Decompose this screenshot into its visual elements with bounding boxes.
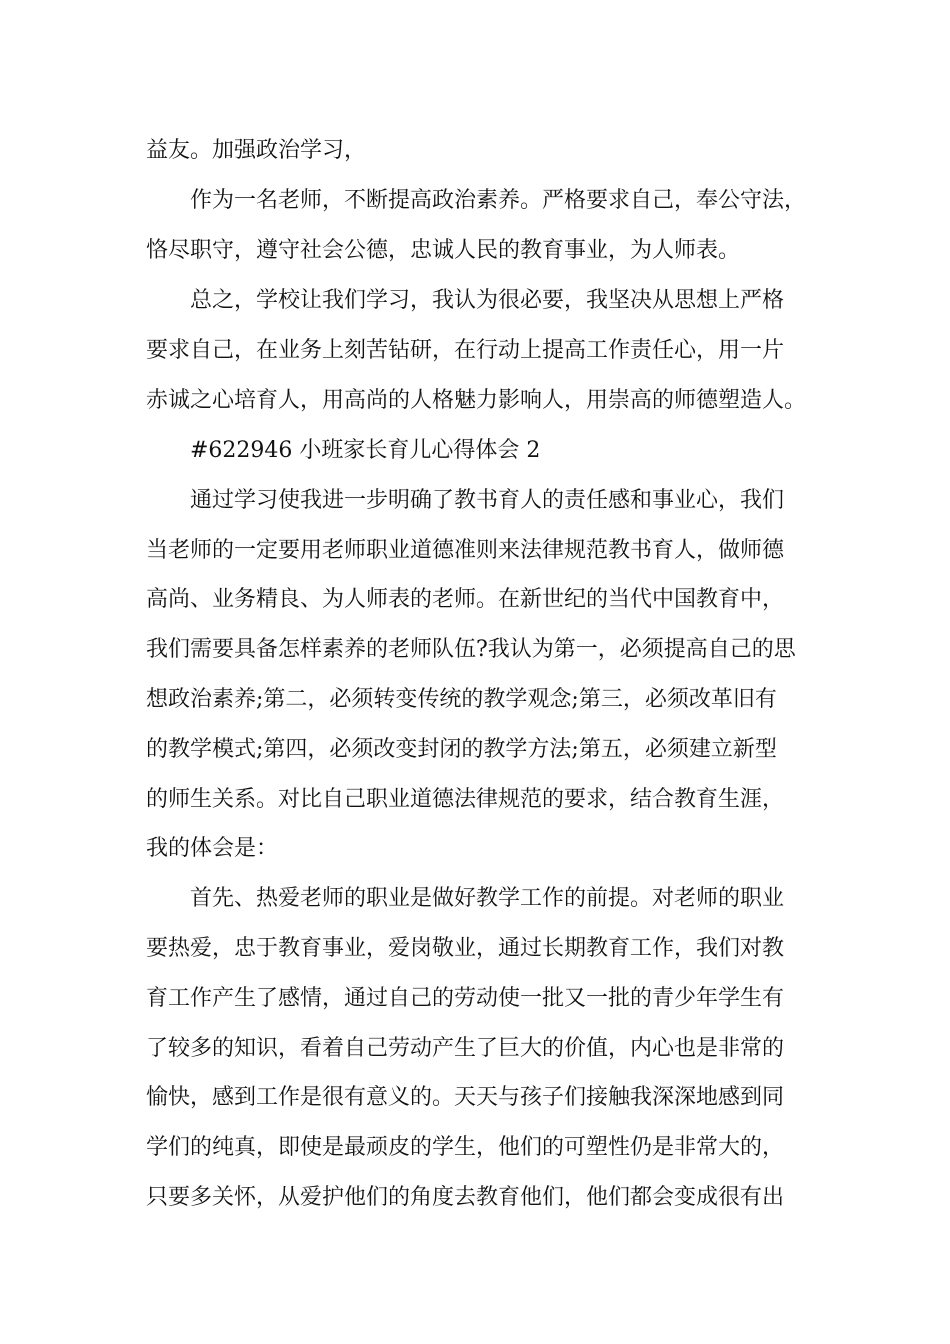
text-line: 只要多关怀，从爱护他们的角度去教育他们，他们都会变成很有出 — [146, 1185, 785, 1210]
text-line: 的教学模式;第四，必须改变封闭的教学方法;第五，必须建立新型 — [146, 737, 777, 762]
text-line: 益友。加强政治学习， — [146, 138, 367, 163]
text-line: 想政治素养;第二，必须转变传统的教学观念;第三，必须改革旧有 — [146, 687, 777, 712]
paragraph-start: 首先、热爱老师的职业是做好教学工作的前提。对老师的职业 — [190, 886, 785, 911]
paragraph-start: 通过学习使我进一步明确了教书育人的责任感和事业心，我们 — [190, 488, 785, 513]
text-line: 育工作产生了感情，通过自己的劳动使一批又一批的青少年学生有 — [146, 986, 785, 1011]
section-heading: #622946 小班家长育儿心得体会 2 — [190, 438, 541, 463]
text-line: 恪尽职守，遵守社会公德，忠诚人民的教育事业，为人师表。 — [146, 238, 741, 263]
text-line: 的师生关系。对比自己职业道德法律规范的要求，结合教育生涯， — [146, 787, 785, 812]
text-line: 我的体会是： — [146, 836, 279, 861]
text-line: 我们需要具备怎样素养的老师队伍?我认为第一，必须提高自己的思 — [146, 637, 796, 662]
text-line: 当老师的一定要用老师职业道德准则来法律规范教书育人，做师德 — [146, 538, 785, 563]
paragraph-start: 总之，学校让我们学习，我认为很必要，我坚决从思想上严格 — [190, 288, 785, 313]
text-line: 了较多的知识，看着自己劳动产生了巨大的价值，内心也是非常的 — [146, 1036, 785, 1061]
text-line: 要热爱，忠于教育事业，爱岗敬业，通过长期教育工作，我们对教 — [146, 936, 785, 961]
text-line: 愉快，感到工作是很有意义的。天天与孩子们接触我深深地感到同 — [146, 1085, 785, 1110]
text-line: 赤诚之心培育人，用高尚的人格魅力影响人，用崇高的师德塑造人。 — [146, 388, 807, 413]
paragraph-start: 作为一名老师，不断提高政治素养。严格要求自己，奉公守法， — [190, 188, 807, 213]
text-line: 学们的纯真，即使是最顽皮的学生，他们的可塑性仍是非常大的， — [146, 1135, 785, 1160]
text-line: 高尚、业务精良、为人师表的老师。在新世纪的当代中国教育中， — [146, 587, 785, 612]
text-line: 要求自己，在业务上刻苦钻研，在行动上提高工作责任心，用一片 — [146, 338, 785, 363]
